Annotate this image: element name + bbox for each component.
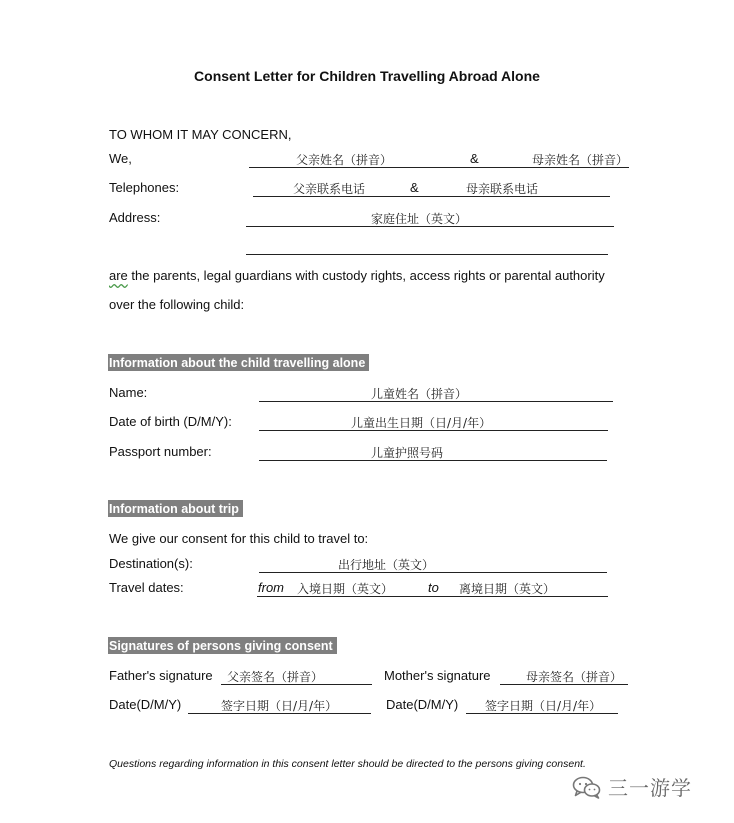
- mother-name-field: 母亲姓名（拼音）: [532, 153, 629, 167]
- consent-text: We give our consent for this child to travel to:: [109, 531, 369, 546]
- travel-dates-label: Travel dates:: [109, 580, 184, 595]
- mother-signature-label: Mother's signature: [384, 668, 491, 683]
- date-label-mother: Date(D/M/Y): [386, 697, 459, 712]
- father-signature-label: Father's signature: [109, 668, 213, 683]
- passport-field: 儿童护照号码: [371, 446, 444, 460]
- father-name-field: 父亲姓名（拼音）: [296, 153, 393, 167]
- address-label: Address:: [109, 210, 161, 225]
- address-line-2: [246, 236, 608, 255]
- father-signature-field: 父亲签名（拼音）: [227, 670, 324, 684]
- passport-label: Passport number:: [109, 444, 212, 459]
- child-section-heading: Information about the child travelling alone: [108, 354, 369, 371]
- watermark-text: 三一游学: [608, 776, 692, 800]
- date-field-mother: 签字日期（日/月/年）: [485, 699, 602, 713]
- footer-note: Questions regarding information in this consent letter should be directed to the persons giving consent.: [109, 758, 586, 770]
- we-label: We,: [109, 151, 132, 166]
- address-field: 家庭住址（英文）: [371, 212, 468, 226]
- mother-signature-field: 母亲签名（拼音）: [526, 670, 623, 684]
- wechat-icon: [572, 775, 602, 799]
- child-name-field: 儿童姓名（拼音）: [371, 387, 468, 401]
- date-label-father: Date(D/M/Y): [109, 697, 182, 712]
- dob-field: 儿童出生日期（日/月/年）: [351, 416, 492, 430]
- statement-are: are: [109, 268, 128, 283]
- destination-label: Destination(s):: [109, 556, 193, 571]
- statement-line-1: [109, 268, 605, 283]
- telephones-label: Telephones:: [109, 180, 180, 195]
- from-word: from: [258, 580, 284, 595]
- watermark: [572, 772, 692, 801]
- child-name-label: Name:: [109, 385, 148, 400]
- salutation: TO WHOM IT MAY CONCERN,: [109, 127, 292, 142]
- exit-date-field: 离境日期（英文）: [459, 582, 556, 596]
- entry-date-field: 入境日期（英文）: [297, 582, 394, 596]
- statement-rest: the parents, legal guardians with custody rights, access rights or parental authority: [127, 268, 605, 283]
- trip-section-heading: Information about trip: [108, 500, 243, 517]
- mother-phone-field: 母亲联系电话: [466, 182, 539, 196]
- statement-line-2: over the following child:: [109, 297, 245, 312]
- ampersand: &: [410, 180, 419, 195]
- ampersand: &: [470, 151, 479, 166]
- father-phone-field: 父亲联系电话: [293, 182, 366, 196]
- signatures-section-heading: Signatures of persons giving consent: [108, 637, 337, 654]
- document-title: Consent Letter for Children Travelling Abroad Alone: [194, 68, 540, 84]
- to-word: to: [428, 580, 439, 595]
- date-field-father: 签字日期（日/月/年）: [221, 699, 338, 713]
- dob-label: Date of birth (D/M/Y):: [109, 414, 232, 429]
- destination-field: 出行地址（英文）: [338, 558, 435, 572]
